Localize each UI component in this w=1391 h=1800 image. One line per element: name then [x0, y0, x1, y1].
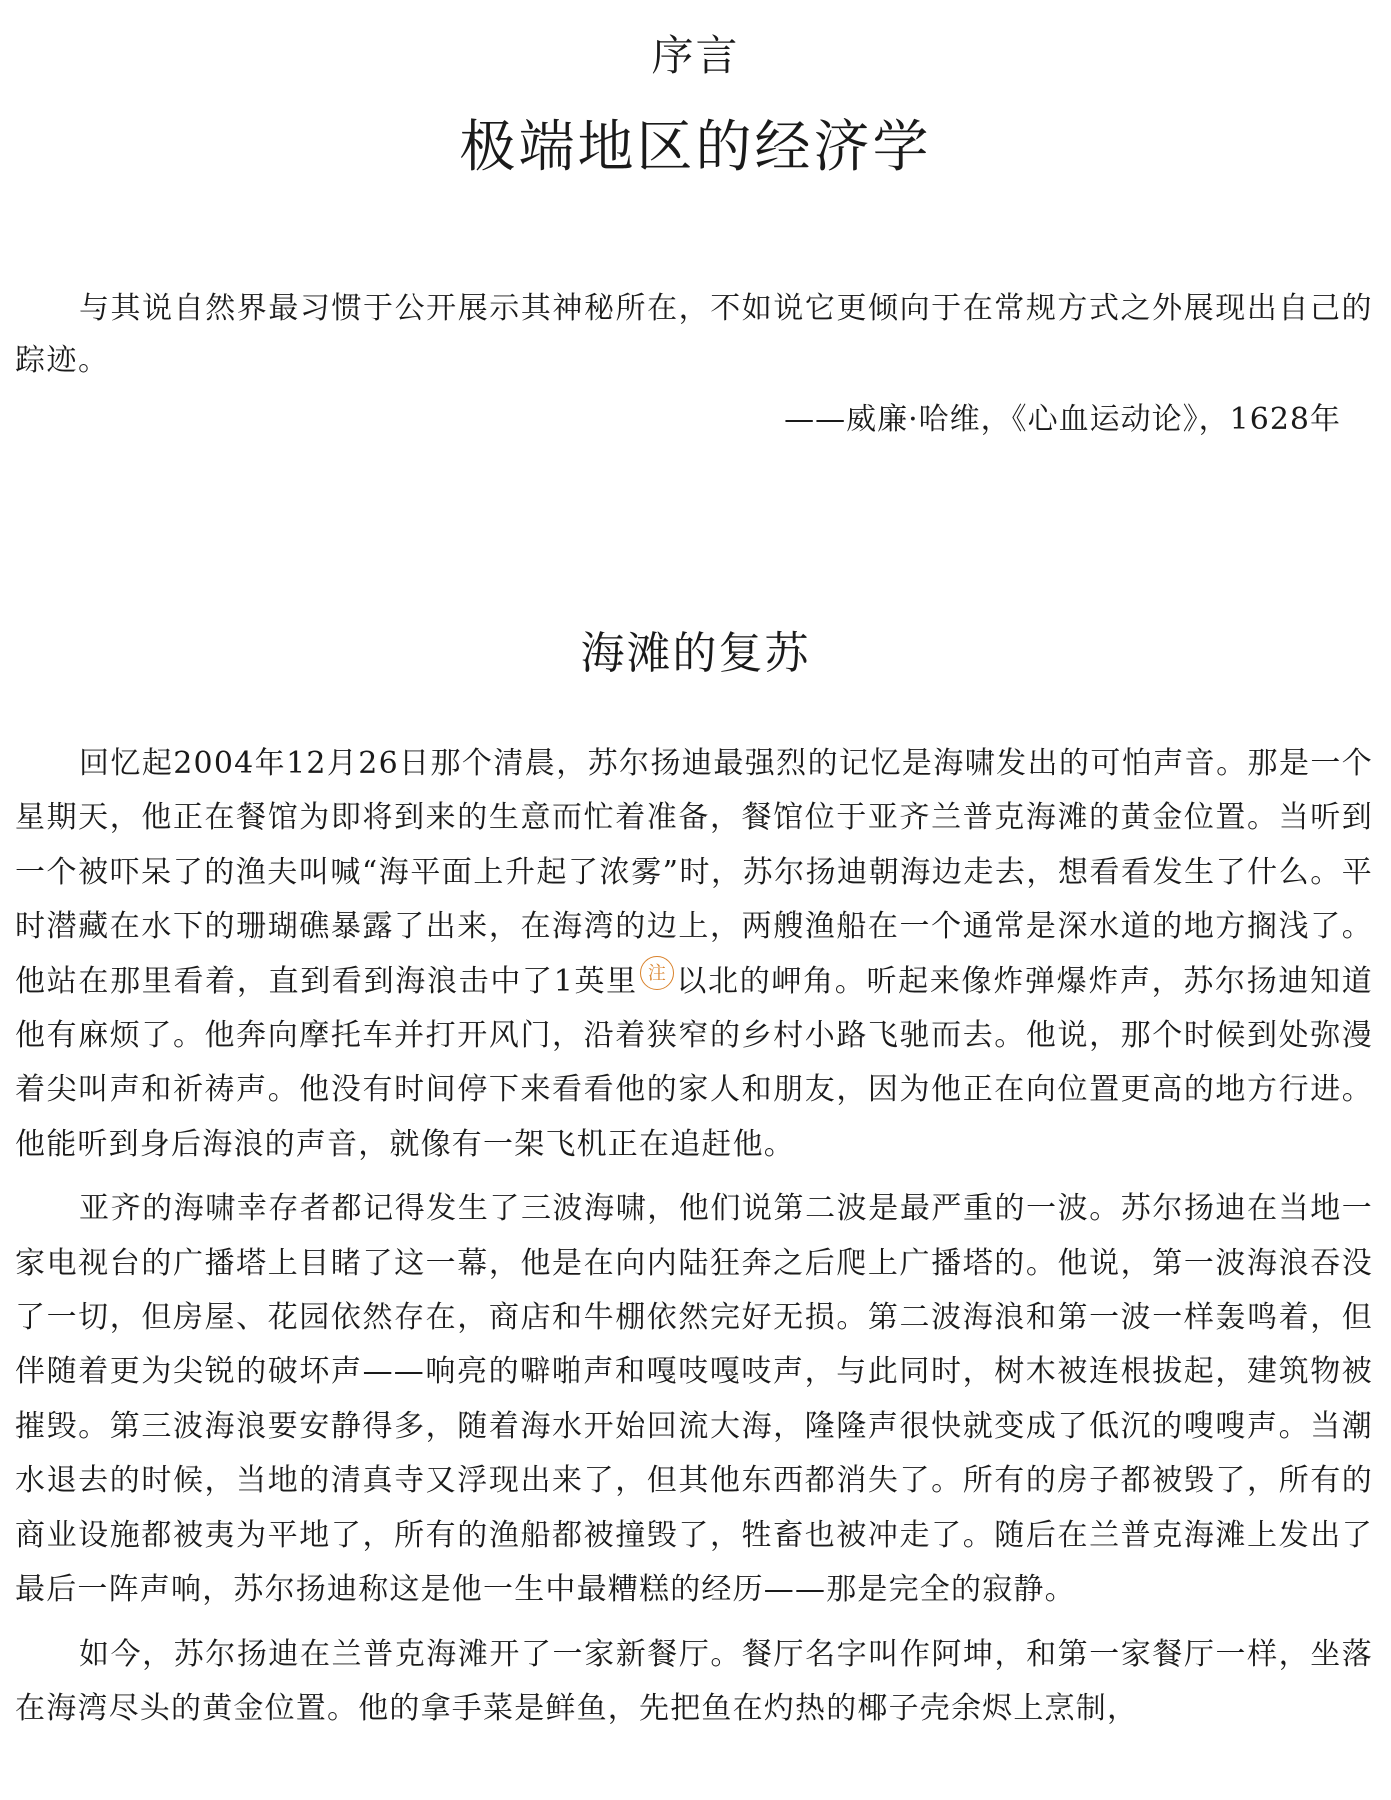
epigraph-quote: 与其说自然界最习惯于公开展示其神秘所在，不如说它更倾向于在常规方式之外展现出自己的踪迹。 [15, 291, 1373, 378]
epigraph-attribution: ——威廉·哈维，《心血运动论》，1628年 [784, 402, 1341, 437]
paragraph: 如今，苏尔扬迪在兰普克海滩开了一家新餐厅。餐厅名字叫作阿坤，和第一家餐厅一样，坐落在海湾尽头的黄金位置。他的拿手菜是鲜鱼，先把鱼在灼热的椰子壳余烬上烹制， [15, 1636, 1373, 1726]
paragraph-text: 以北的岬角。听起来像炸弹爆炸声，苏尔扬迪知道他有麻烦了。他奔向摩托车并打开风门，沿着狭窄的乡村小路飞驰而去。他说，那个时候到处弥漫着尖叫声和祈祷声。他没有时间停下来看看他的家人和朋友，因为他正在向位置更高的地方行进。他能听到身后海浪的声音，就像有一架飞机正在追赶他。 [15, 963, 1373, 1162]
footnote-marker-icon[interactable]: 注 [640, 956, 674, 990]
book-title: 极端地区的经济学 [459, 115, 932, 180]
section-body [15, 737, 1373, 1746]
paragraph [15, 737, 1373, 1172]
paragraph-text: 回忆起2004年12月26日那个清晨，苏尔扬迪最强烈的记忆是海啸发出的可怕声音。那是一个星期天，他正在餐馆为即将到来的生意而忙着准备，餐馆位于亚齐兰普克海滩的黄金位置。当听到一个被吓呆了的渔夫叫喊“海平面上升起了浓雾”时，苏尔扬迪朝海边走去，想看看发生了什么。平时潜藏在水下的珊瑚礁暴露了出来，在海湾的边上，两艘渔船在一个通常是深水道的地方搁浅了。他站在那里看着，直到看到海浪击中了1英里 [15, 746, 1373, 999]
section-title: 海滩的复苏 [580, 628, 811, 679]
preface-label: 序言 [651, 31, 740, 80]
paragraph: 亚齐的海啸幸存者都记得发生了三波海啸，他们说第二波是最严重的一波。苏尔扬迪在当地一家电视台的广播塔上目睹了这一幕，他是在向内陆狂奔之后爬上广播塔的。他说，第一波海浪吞没了一切，但房屋、花园依然存在，商店和牛棚依然完好无损。第二波海浪和第一波一样轰鸣着，但伴随着更为尖锐的破坏声——响亮的噼啪声和嘎吱嘎吱声，与此同时，树木被连根拔起，建筑物被摧毁。第三波海浪要安静得多，随着海水开始回流大海，隆隆声很快就变成了低沉的嗖嗖声。当潮水退去的时候，当地的清真寺又浮现出来了，但其他东西都消失了。所有的房子都被毁了，所有的商业设施都被夷为平地了，所有的渔船都被撞毁了，牲畜也被冲走了。随后在兰普克海滩上发出了最后一阵声响，苏尔扬迪称这是他一生中最糟糕的经历——那是完全的寂静。 [15, 1191, 1373, 1608]
